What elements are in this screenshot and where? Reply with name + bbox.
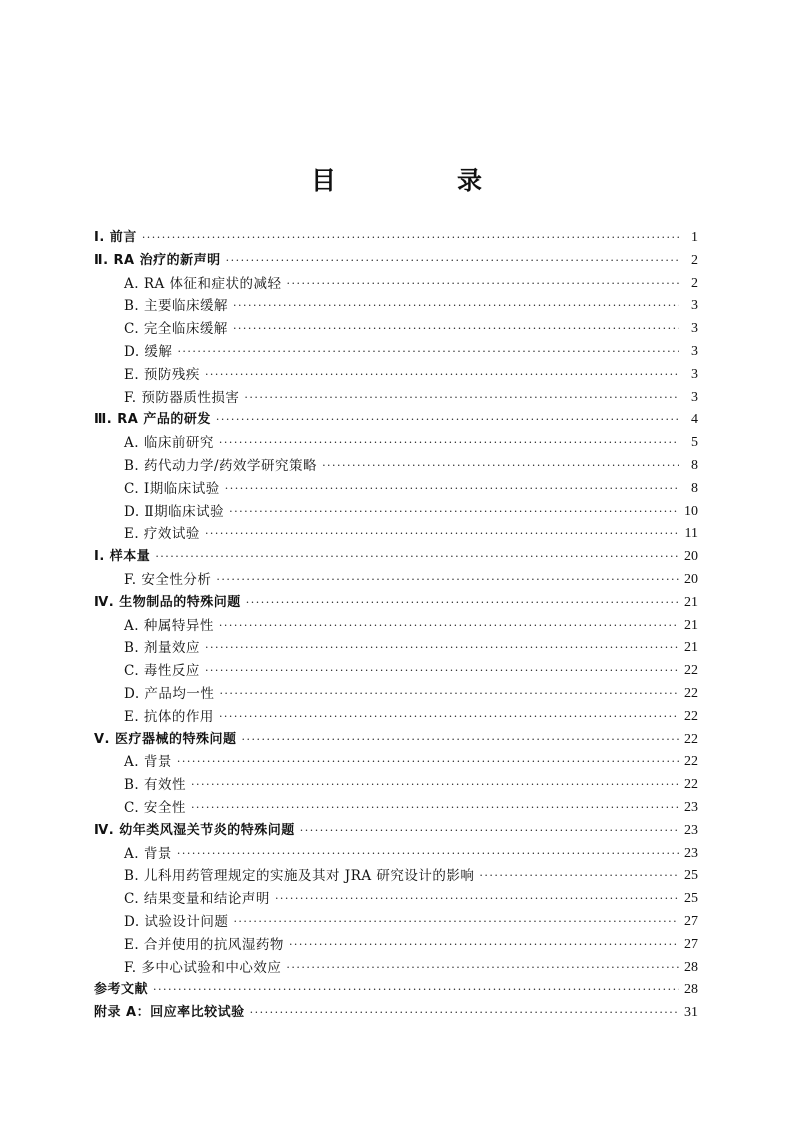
- toc-entry-label: C. 结果变量和结论声明: [124, 891, 270, 908]
- toc-entry-label: Ⅲ. RA 产品的研发: [94, 412, 211, 428]
- toc-dot-leader: [275, 888, 679, 911]
- toc-entry-label: D. Ⅱ期临床试验: [124, 503, 225, 520]
- table-of-contents: [94, 227, 698, 1025]
- toc-dot-leader: [246, 592, 679, 615]
- toc-entry-page-number: 3: [691, 321, 698, 337]
- toc-entry: [94, 592, 698, 615]
- toc-entry-page-number: 3: [691, 298, 698, 314]
- toc-entry-label: Ⅱ. RA 治疗的新声明: [94, 252, 221, 268]
- toc-entry: [94, 250, 698, 273]
- toc-entry-page-number: 22: [684, 685, 698, 701]
- toc-dot-leader: [242, 729, 679, 752]
- toc-dot-leader: [322, 455, 679, 478]
- toc-entry-page-number: 5: [691, 435, 698, 451]
- toc-dot-leader: [226, 250, 679, 273]
- toc-entry-label: C. Ⅰ期临床试验: [124, 480, 220, 497]
- toc-entry-page-number: 4: [691, 412, 698, 428]
- toc-entry: [94, 523, 698, 546]
- toc-entry: [94, 569, 698, 592]
- toc-entry: [94, 979, 698, 1002]
- toc-entry: [94, 637, 698, 660]
- toc-entry-page-number: 27: [684, 913, 698, 929]
- toc-entry: [94, 432, 698, 455]
- toc-entry-label: B. 有效性: [124, 777, 187, 794]
- toc-dot-leader: [233, 911, 679, 934]
- toc-entry-page-number: 2: [691, 275, 698, 291]
- toc-entry-label: A. 种属特异性: [124, 617, 214, 634]
- toc-entry-page-number: 22: [684, 777, 698, 793]
- toc-entry-label: D. 产品均一性: [124, 685, 215, 702]
- toc-entry-page-number: 21: [684, 594, 698, 610]
- toc-dot-leader: [300, 820, 679, 843]
- toc-entry: [94, 318, 698, 341]
- toc-dot-leader: [177, 751, 679, 774]
- toc-entry-label: 参考文献: [94, 982, 149, 998]
- toc-dot-leader: [216, 409, 679, 432]
- toc-entry-label: Ⅰ. 前言: [94, 230, 137, 245]
- toc-entry-label: C. 毒性反应: [124, 663, 200, 680]
- toc-entry-page-number: 28: [684, 982, 698, 998]
- toc-entry-label: E. 抗体的作用: [124, 708, 214, 725]
- toc-entry: [94, 797, 698, 820]
- toc-dot-leader: [191, 774, 679, 797]
- toc-entry: [94, 387, 698, 410]
- toc-entry: [94, 911, 698, 934]
- toc-dot-leader: [229, 501, 679, 524]
- toc-entry-page-number: 3: [691, 343, 698, 359]
- toc-dot-leader: [142, 227, 679, 250]
- toc-dot-leader: [216, 569, 679, 592]
- toc-dot-leader: [287, 273, 679, 296]
- toc-entry-label: B. 剂量效应: [124, 640, 201, 657]
- toc-entry: [94, 295, 698, 318]
- page-title: 目 录: [310, 165, 530, 195]
- toc-entry-page-number: 10: [684, 503, 698, 519]
- toc-entry-label: B. 主要临床缓解: [124, 298, 229, 315]
- toc-entry: [94, 660, 698, 683]
- toc-entry: [94, 774, 698, 797]
- toc-entry-label: E. 预防残疾: [124, 366, 200, 383]
- toc-entry-page-number: 21: [684, 640, 698, 656]
- toc-entry-page-number: 22: [684, 754, 698, 770]
- toc-entry: [94, 364, 698, 387]
- toc-entry-page-number: 31: [684, 1005, 698, 1021]
- toc-entry: [94, 227, 698, 250]
- toc-entry-page-number: 22: [684, 731, 698, 747]
- toc-dot-leader: [191, 797, 679, 820]
- toc-dot-leader: [244, 387, 679, 410]
- toc-entry-label: Ⅴ. 医疗器械的特殊问题: [94, 731, 237, 747]
- toc-entry-page-number: 11: [684, 526, 698, 542]
- toc-entry-page-number: 21: [684, 617, 698, 633]
- toc-entry-label: A. 背景: [124, 845, 172, 862]
- toc-entry-page-number: 8: [691, 457, 698, 473]
- toc-entry-page-number: 20: [684, 571, 698, 587]
- toc-entry: [94, 729, 698, 752]
- toc-dot-leader: [153, 979, 679, 1002]
- toc-entry-label: A. 背景: [124, 754, 172, 771]
- toc-entry: [94, 501, 698, 524]
- toc-entry: [94, 843, 698, 866]
- toc-dot-leader: [225, 478, 679, 501]
- toc-dot-leader: [219, 432, 679, 455]
- toc-entry-label: C. 完全临床缓解: [124, 321, 228, 338]
- toc-entry-label: Ⅰ. 样本量: [94, 549, 151, 565]
- toc-entry-page-number: 23: [684, 845, 698, 861]
- toc-entry: [94, 615, 698, 638]
- toc-dot-leader: [219, 706, 679, 729]
- toc-dot-leader: [250, 1002, 679, 1025]
- toc-dot-leader: [205, 660, 679, 683]
- toc-entry: [94, 706, 698, 729]
- toc-entry-page-number: 23: [684, 799, 698, 815]
- toc-entry-page-number: 25: [684, 868, 698, 884]
- toc-entry-page-number: 23: [684, 822, 698, 838]
- toc-entry: [94, 1002, 698, 1025]
- toc-dot-leader: [177, 341, 679, 364]
- toc-entry-page-number: 27: [684, 936, 698, 952]
- toc-entry: [94, 865, 698, 888]
- toc-entry-label: D. 缓解: [124, 343, 173, 360]
- toc-entry: [94, 888, 698, 911]
- toc-dot-leader: [205, 637, 679, 660]
- toc-dot-leader: [233, 318, 679, 341]
- toc-entry: [94, 820, 698, 843]
- toc-entry-label: D. 试验设计问题: [124, 913, 229, 930]
- toc-entry-page-number: 3: [691, 389, 698, 405]
- toc-entry-page-number: 28: [684, 959, 698, 975]
- toc-entry-label: E. 疗效试验: [124, 526, 200, 543]
- toc-dot-leader: [205, 523, 679, 546]
- toc-dot-leader: [205, 364, 679, 387]
- toc-entry-label: C. 安全性: [124, 799, 186, 816]
- toc-entry-page-number: 3: [691, 366, 698, 382]
- toc-dot-leader: [479, 865, 679, 888]
- toc-entry-label: 附录 A：回应率比较试验: [94, 1005, 245, 1021]
- toc-entry-label: Ⅳ. 幼年类风湿关节炎的特殊问题: [94, 822, 295, 838]
- toc-entry-page-number: 8: [691, 480, 698, 496]
- toc-entry-label: A. RA 体征和症状的减轻: [124, 275, 282, 292]
- toc-entry-label: F. 预防器质性损害: [124, 389, 240, 406]
- toc-entry: [94, 546, 698, 569]
- toc-entry: [94, 478, 698, 501]
- toc-dot-leader: [289, 934, 679, 957]
- toc-entry-label: F. 安全性分析: [124, 571, 212, 588]
- toc-entry-label: E. 合并使用的抗风湿药物: [124, 936, 284, 953]
- toc-entry: [94, 341, 698, 364]
- toc-entry: [94, 273, 698, 296]
- toc-entry-page-number: 22: [684, 663, 698, 679]
- toc-entry: [94, 455, 698, 478]
- toc-entry-label: Ⅳ. 生物制品的特殊问题: [94, 594, 241, 610]
- toc-entry-page-number: 20: [684, 549, 698, 565]
- toc-dot-leader: [219, 615, 679, 638]
- toc-entry-label: F. 多中心试验和中心效应: [124, 959, 282, 976]
- toc-entry: [94, 751, 698, 774]
- toc-entry: [94, 957, 698, 980]
- toc-dot-leader: [219, 683, 679, 706]
- toc-entry-page-number: 1: [691, 230, 698, 245]
- toc-dot-leader: [177, 843, 679, 866]
- toc-entry-label: B. 药代动力学/药效学研究策略: [124, 457, 318, 474]
- toc-entry: [94, 934, 698, 957]
- toc-entry: [94, 683, 698, 706]
- toc-entry-page-number: 2: [691, 252, 698, 268]
- toc-entry-page-number: 22: [684, 708, 698, 724]
- toc-entry-label: B. 儿科用药管理规定的实施及其对 JRA 研究设计的影响: [124, 868, 475, 885]
- toc-entry-label: A. 临床前研究: [124, 435, 214, 452]
- toc-entry-page-number: 25: [684, 891, 698, 907]
- toc-dot-leader: [233, 295, 679, 318]
- toc-entry: [94, 409, 698, 432]
- toc-dot-leader: [155, 546, 679, 569]
- toc-dot-leader: [286, 957, 679, 980]
